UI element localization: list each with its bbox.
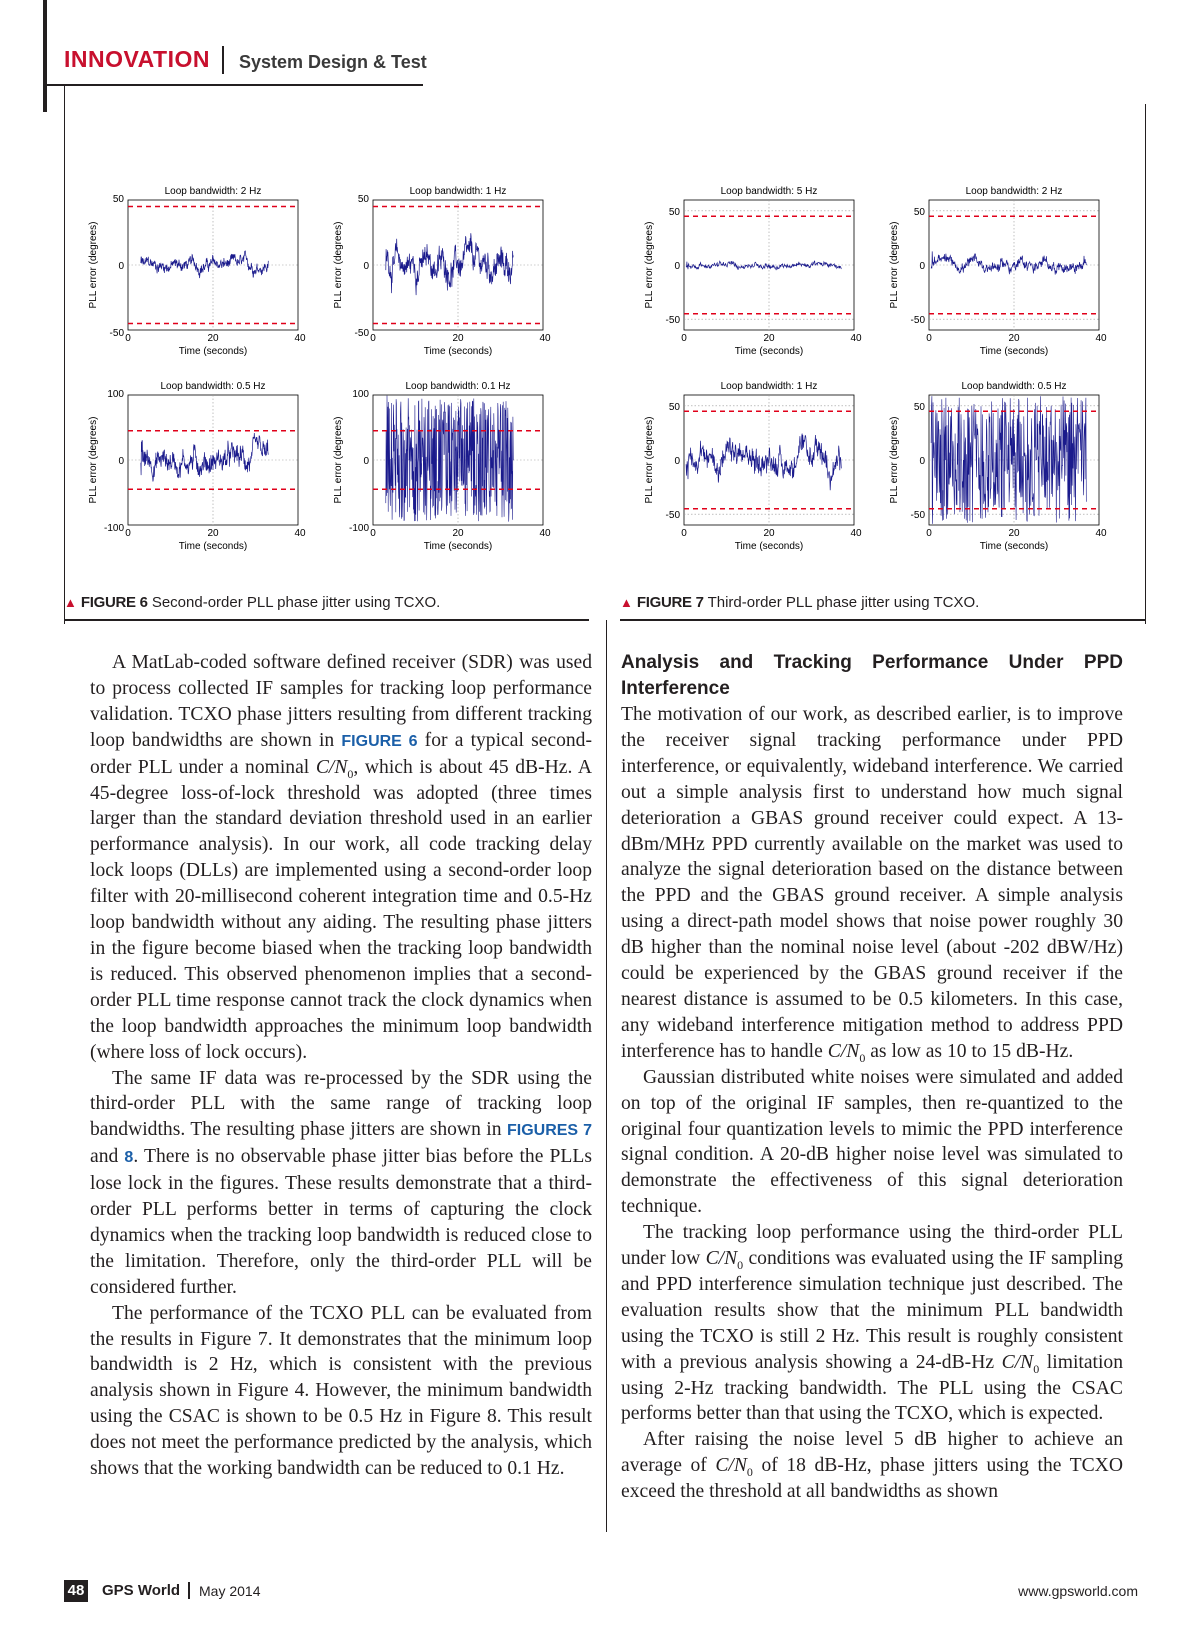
x-tick-label: 0 (681, 528, 687, 539)
pll-error-series (686, 434, 841, 491)
y-tick-label: 0 (674, 261, 680, 272)
x-tick-label: 0 (926, 528, 932, 539)
column-divider (606, 620, 607, 1532)
subplot-title: Loop bandwidth: 5 Hz (720, 186, 818, 197)
x-tick-label: 40 (1095, 333, 1107, 344)
y-axis-label: PLL error (degrees) (889, 221, 900, 309)
x-tick-label: 20 (763, 528, 775, 539)
y-tick-label: -50 (354, 328, 369, 339)
x-axis-label: Time (seconds) (178, 346, 248, 357)
figure-7-bottom-rule (620, 619, 1146, 621)
paragraph: Gaussian distributed white noises were simulated and added on top of the original IF samples, then re-quantized to the original four quantization levels to mimic the PPD interference signal condition. A 20-dB higher noise level was simulated to demonstrate the effectiveness of this signal deterioration technique. (621, 1066, 1123, 1218)
pll-error-series (686, 261, 841, 270)
publication-name: GPS World (102, 1582, 181, 1599)
pll-error-series (141, 251, 268, 278)
y-axis-label: PLL error (degrees) (644, 416, 655, 504)
y-tick-label: -50 (109, 328, 124, 339)
figure-6-caption (64, 594, 440, 611)
y-tick-label: -100 (348, 523, 369, 534)
x-tick-label: 0 (370, 528, 376, 539)
y-tick-label: 0 (363, 456, 369, 467)
pll-error-series (141, 433, 268, 482)
kicker-separator (222, 46, 224, 74)
caption-triangle-icon: ▲ (64, 595, 77, 610)
x-tick-label: 20 (207, 333, 219, 344)
y-tick-label: -100 (103, 523, 124, 534)
paragraph: The same IF data was re-processed by the SDR using the third-order PLL with the same range of tracking loop bandwidths. The resulting phase jitters are shown in FIGURES 7 and 8. There is no observable phase jitter bias before the PLLs lose lock in the figures. These results demonstrate that a third-order PLL performs better in terms of capturing the clock dynamics when the tracking loop bandwidth is reduced close to the limitation. Therefore, only the third-order PLL will be considered further. (90, 1067, 592, 1298)
y-tick-label: 50 (357, 194, 369, 205)
website-url[interactable]: www.gpsworld.com (1018, 1583, 1138, 1599)
figure-reference-link[interactable]: FIGURES 7 (506, 1122, 592, 1140)
issue-date: May 2014 (199, 1583, 261, 1599)
subplot-f6c (88, 381, 306, 552)
subplot-f7c (644, 381, 862, 552)
x-tick-label: 20 (452, 528, 464, 539)
x-tick-label: 20 (207, 528, 219, 539)
y-tick-label: 50 (668, 401, 680, 413)
header-rule (43, 84, 423, 86)
y-tick-label: 0 (363, 261, 369, 272)
page-number: 48 (64, 1580, 88, 1602)
pll-error-series (931, 251, 1086, 274)
figure-reference-link[interactable]: 8 (124, 1149, 134, 1167)
subplot-title: Loop bandwidth: 1 Hz (720, 381, 818, 392)
subplot-title: Loop bandwidth: 1 Hz (409, 186, 507, 197)
paragraph: After raising the noise level 5 dB higher to achieve an average of $C/N_0$ of 18 dB-Hz, phase jitters using the TCXO exceed the threshold at all bandwidths as shown (621, 1429, 1123, 1503)
subplot-f6d (333, 381, 551, 552)
subplot-title: Loop bandwidth: 0.5 Hz (961, 381, 1067, 392)
x-axis-label: Time (seconds) (734, 346, 804, 357)
y-tick-label: 50 (112, 194, 124, 205)
pll-error-series (386, 396, 514, 522)
paragraph: The performance of the TCXO PLL can be evaluated from the results in Figure 7. It demonstrates that the minimum loop bandwidth is 2 Hz, which is consistent with the previous analysis shown in Figure 4. However, the minimum bandwidth using the CSAC is shown to be 0.5 Hz in Figure 8. This result does not meet the performance predicted by the analysis, which shows that the working bandwidth can be reduced to 0.1 Hz. (90, 1302, 592, 1480)
subplot-f7b (889, 186, 1107, 357)
figure-7 (620, 178, 1145, 588)
figure-7-caption-text: Third-order PLL phase jitter using TCXO. (707, 594, 980, 611)
y-tick-label: 100 (352, 389, 369, 400)
x-axis-label: Time (seconds) (979, 346, 1049, 357)
x-tick-label: 20 (763, 333, 775, 344)
subplot-title: Loop bandwidth: 2 Hz (965, 186, 1063, 197)
subplot-title: Loop bandwidth: 2 Hz (164, 186, 262, 197)
y-tick-label: -50 (910, 315, 925, 327)
section-heading: Analysis and Tracking Performance Under PPD Interference (621, 652, 1123, 699)
subplot-f7d (889, 381, 1107, 552)
figure-7-label: FIGURE 7 (636, 594, 704, 611)
x-tick-label: 40 (294, 333, 306, 344)
subplot-f6a (88, 186, 306, 357)
y-tick-label: 0 (118, 261, 124, 272)
y-tick-label: 0 (919, 456, 925, 467)
subplot-title: Loop bandwidth: 0.5 Hz (160, 381, 266, 392)
figure-6-label: FIGURE 6 (80, 594, 148, 611)
y-tick-label: 50 (913, 206, 925, 218)
figure-reference-link[interactable]: FIGURE 6 (341, 732, 418, 750)
y-tick-label: 0 (118, 456, 124, 467)
x-tick-label: 20 (1008, 528, 1020, 539)
y-axis-label: PLL error (degrees) (88, 221, 99, 309)
section-title: System Design & Test (239, 52, 427, 72)
x-tick-label: 20 (1008, 333, 1020, 344)
department-kicker: INNOVATION (64, 46, 210, 72)
subplot-f7a (644, 186, 862, 357)
x-axis-label: Time (seconds) (979, 541, 1049, 552)
paragraph: The tracking loop performance using the third-order PLL under low $C/N_0$ conditions was evaluated using the IF sampling and PPD interference simulation technique just described. The evaluation results show that the minimum PLL bandwidth using the TCXO is still 2 Hz. This result is roughly consistent with a previous analysis showing a 24-dB-Hz $C/N_0$ limitation using 2-Hz tracking bandwidth. The PLL using the CSAC performs better than that using the TCXO, which is expected. (621, 1222, 1124, 1425)
y-axis-label: PLL error (degrees) (333, 221, 344, 309)
x-tick-label: 40 (850, 528, 862, 539)
right-column (621, 650, 1123, 1505)
y-tick-label: 0 (674, 456, 680, 467)
x-tick-label: 40 (539, 528, 551, 539)
subplot-f6b (333, 186, 551, 357)
y-tick-label: -50 (665, 510, 680, 522)
paragraph: The motivation of our work, as described earlier, is to improve the receiver signal tracking performance under PPD interference, or equivalently, wideband interference. We carried out a simple analysis first to understand how much signal deterioration a GBAS ground receiver could expect. A 13-dBm/MHz PPD currently available on the market was used to analyze the signal deterioration based on the distance between the PPD and the GBAS ground receiver. A simple analysis using a direct-path model shows that noise power roughly 30 dB higher than the nominal noise level (about -202 dBW/Hz) could be experienced by the GBAS ground receiver if the nearest distance is assumed to be 0.5 kilometers. In this case, any wideband interference mitigation method to address PPD interference has to handle $C/N_0$ as low as 10 to 15 dB-Hz. (621, 704, 1123, 1065)
figure-7-caption (620, 594, 979, 611)
subplot-title: Loop bandwidth: 0.1 Hz (405, 381, 511, 392)
pll-error-series (386, 233, 514, 295)
y-axis-label: PLL error (degrees) (333, 416, 344, 504)
y-tick-label: -50 (910, 510, 925, 522)
x-axis-label: Time (seconds) (423, 346, 493, 357)
x-tick-label: 0 (125, 528, 131, 539)
x-tick-label: 40 (294, 528, 306, 539)
x-tick-label: 0 (681, 333, 687, 344)
x-axis-label: Time (seconds) (178, 541, 248, 552)
y-axis-label: PLL error (degrees) (889, 416, 900, 504)
y-tick-label: 0 (919, 261, 925, 272)
x-tick-label: 0 (370, 333, 376, 344)
x-tick-label: 40 (1095, 528, 1107, 539)
y-tick-label: 50 (668, 206, 680, 218)
left-column (90, 650, 592, 1482)
x-tick-label: 40 (539, 333, 551, 344)
caption-triangle-icon: ▲ (620, 595, 633, 610)
header-bar (43, 0, 47, 112)
y-tick-label: 50 (913, 401, 925, 413)
x-tick-label: 40 (850, 333, 862, 344)
y-tick-label: 100 (107, 389, 124, 400)
x-axis-label: Time (seconds) (734, 541, 804, 552)
x-tick-label: 0 (926, 333, 932, 344)
figure-right-rule (1145, 104, 1146, 624)
figure-6-bottom-rule (64, 619, 589, 621)
y-axis-label: PLL error (degrees) (644, 221, 655, 309)
y-tick-label: -50 (665, 315, 680, 327)
y-axis-label: PLL error (degrees) (88, 416, 99, 504)
x-tick-label: 20 (452, 333, 464, 344)
x-axis-label: Time (seconds) (423, 541, 493, 552)
paragraph: A MatLab-coded software defined receiver (SDR) was used to process collected IF samples for tracking loop performance validation. TCXO phase jitters resulting from different tracking loop bandwidths are shown in FIGURE 6 for a typical second-order PLL under a nominal $C/N_0$, which is about 45 dB-Hz. A 45-degree loss-of-lock threshold was adopted (three times larger than the standard deviation threshold used in an earlier performance analysis). In our work, all code tracking delay lock loops (DLLs) are implemented using a second-order loop filter with 20-millisecond coherent integration time and 0.5-Hz loop bandwidth without any aiding. The resulting phase jitters in the figure become biased when the tracking loop bandwidth is reduced. This observed phenomenon implies that a second-order PLL time response cannot track the clock dynamics when the loop bandwidth approaches the minimum loop bandwidth (where loss of lock occurs). (90, 652, 592, 1063)
x-tick-label: 0 (125, 333, 131, 344)
footer-separator (188, 1582, 190, 1599)
figure-6-caption-text: Second-order PLL phase jitter using TCXO. (151, 594, 441, 611)
figure-6 (64, 178, 589, 588)
